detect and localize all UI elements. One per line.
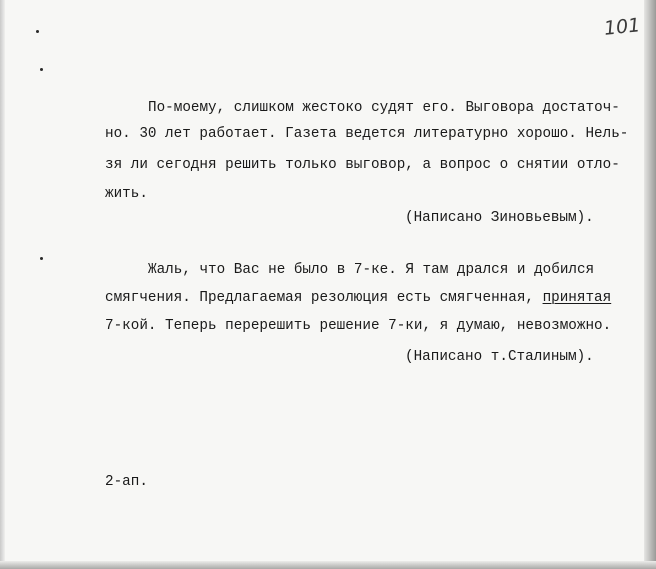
scan-speck: [40, 68, 43, 71]
scan-edge-bottom: [0, 561, 656, 569]
page-number: 101: [602, 14, 642, 40]
paragraph2-line3: 7-кой. Теперь перерешить решение 7-ки, я думаю, невозможно.: [105, 318, 612, 334]
paragraph2-line2: [105, 290, 611, 306]
underlined-word: принятая: [542, 290, 612, 306]
paragraph1-line3: зя ли сегодня решить только выговор, а вопрос о снятии отло-: [105, 157, 620, 173]
scan-edge-left: [0, 0, 5, 569]
footer-note: 2-ап.: [105, 474, 148, 490]
paragraph1-line4: жить.: [105, 186, 148, 202]
paragraph2-line1: Жаль, что Вас не было в 7-ке. Я там дрался и добился: [148, 262, 595, 278]
scan-edge-right: [644, 0, 656, 569]
paragraph2-attribution: (Написано т.Сталиным).: [405, 349, 594, 365]
scan-speck: [40, 257, 43, 260]
paragraph2-line2-text: смягчения. Предлагаемая резолюция есть смягченная,: [105, 290, 543, 306]
paragraph1-line1: По-моему, слишком жестоко судят его. Выговора достаточ-: [148, 100, 620, 116]
paragraph1-attribution: (Написано Зиновьевым).: [405, 210, 594, 226]
scan-speck: [36, 30, 39, 33]
paragraph1-line2: но. 30 лет работает. Газета ведется литературно хорошо. Нель-: [105, 126, 629, 142]
